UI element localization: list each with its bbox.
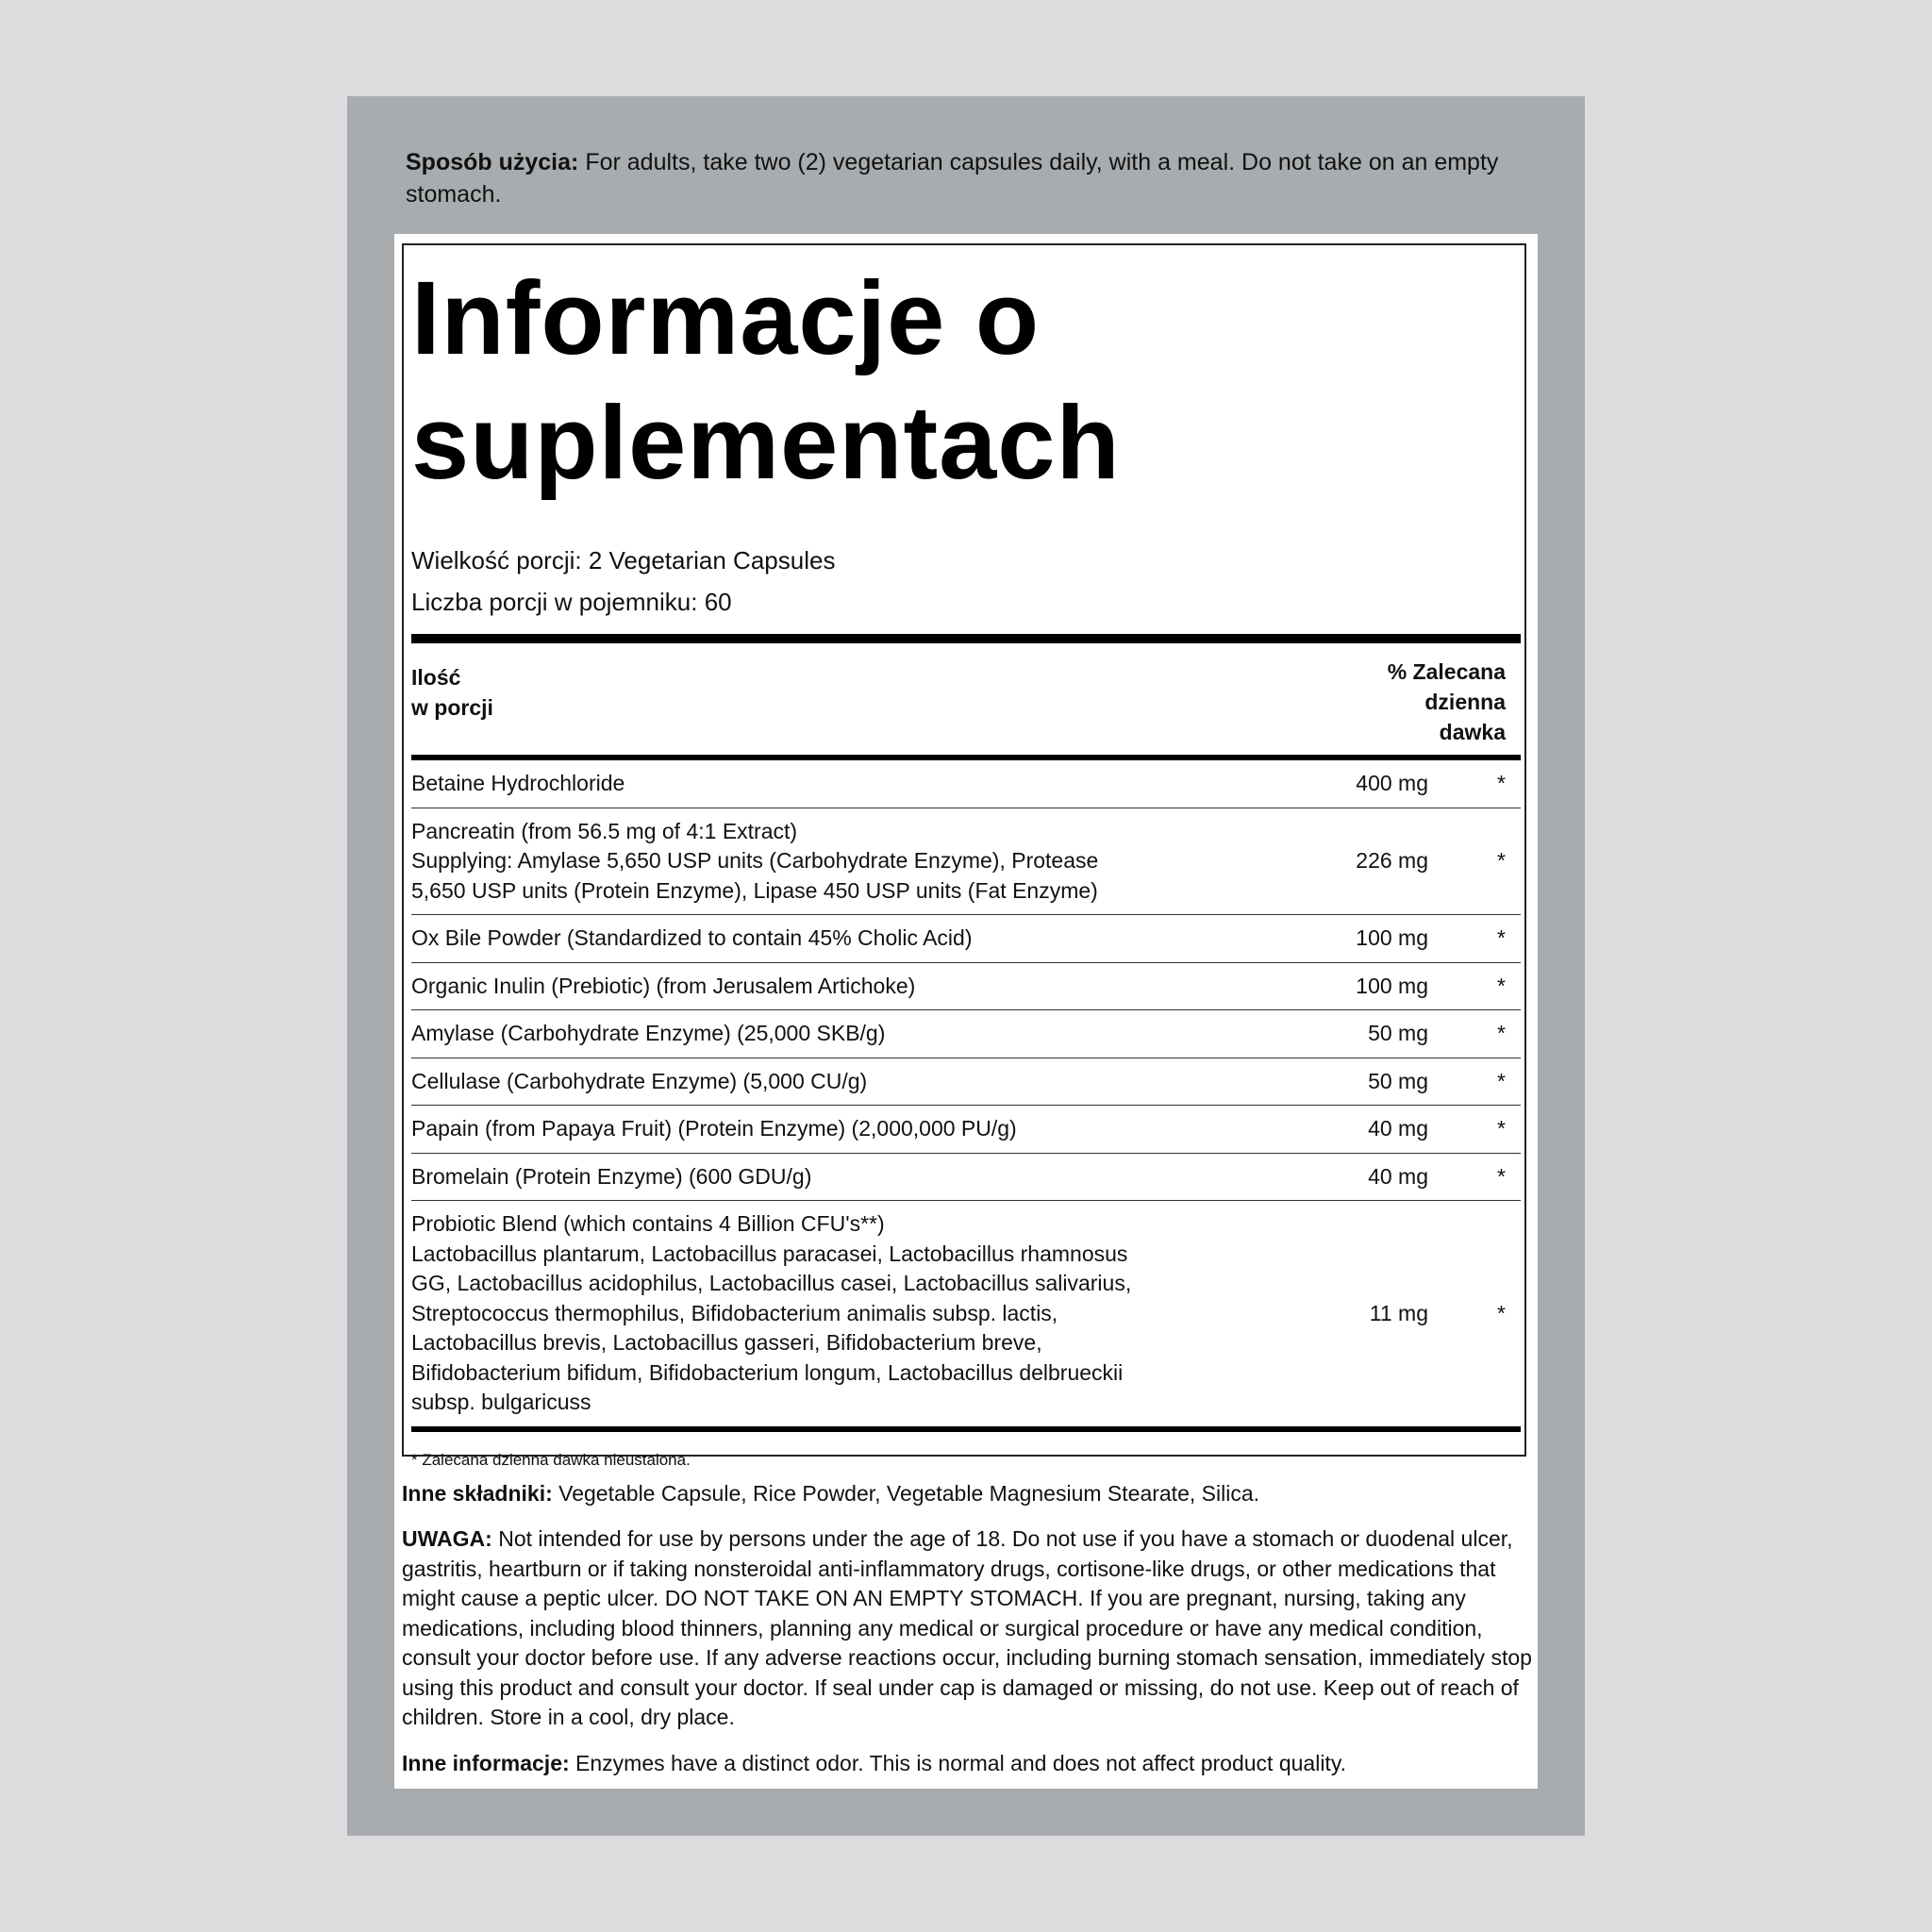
warning-text: Not intended for use by persons under the age of 18. Do not use if you have a stomach or duodenal ulcer, gastritis, heartburn or if taking nonsteroidal anti-inflammatory drugs, cortisone-like drugs, or other medications that might cause a peptic ulcer. DO NOT TAKE ON AN EMPTY STOMACH. If you are pregnant, nursing, taking any medications, including blood thinners, planning any medical or surgical procedure or have any medical condition, consult your doctor before use. If any adverse reactions occur, including burning stomach sensation, immediately stop using this product and consult your doctor. If seal under cap is damaged or missing, do not use. Keep out of reach of children. Store in a cool, dry place.: [402, 1526, 1532, 1729]
warning-label: UWAGA:: [402, 1526, 492, 1551]
ingredient-row: [411, 1010, 1521, 1058]
daily-value-header: % Zalecana dzienna dawka: [1387, 659, 1506, 744]
ingredient-daily-value: *: [1497, 1021, 1506, 1045]
ingredient-rows: [411, 760, 1521, 1426]
ingredient-name: Pancreatin (from 56.5 mg of 4:1 Extract) Supplying: Amylase 5,650 USP units (Carbohydrate Enzyme), Protease 5,650 USP units (Protein Enzyme), Lipase 450 USP units (Fat Enzyme): [411, 818, 1099, 903]
ingredient-daily-value: *: [1497, 848, 1506, 873]
ingredient-name: Amylase (Carbohydrate Enzyme) (25,000 SKB/g): [411, 1021, 886, 1045]
other-information: [402, 1749, 1534, 1779]
directions-text: [406, 146, 1538, 210]
ingredient-row: [411, 1058, 1521, 1107]
thick-divider: [411, 634, 1521, 643]
ingredient-name: Probiotic Blend (which contains 4 Billion CFU's**) Lactobacillus plantarum, Lactobacillus paracasei, Lactobacillus rhamnosus GG, Lactobacillus acidophilus, Lactobacillus casei, Lactobacillus salivarius, Streptococcus thermophilus, Bifidobacterium animalis subsp. lactis, Lactobacillus brevis, Lactobacillus gasseri, Bifidobacterium breve, Bifidobacterium bifidum, Bifidobacterium longum, Lactobacillus delbrueckii subsp. bulgaricuss: [411, 1211, 1132, 1414]
ingredient-amount: 11 mg: [1369, 1300, 1428, 1325]
other-ingredients-text: Vegetable Capsule, Rice Powder, Vegetable Magnesium Stearate, Silica.: [552, 1481, 1259, 1506]
other-information-text: Enzymes have a distinct odor. This is normal and does not affect product quality.: [569, 1751, 1346, 1775]
serving-info: [411, 540, 1521, 623]
ingredient-daily-value: *: [1497, 1300, 1506, 1325]
ingredient-daily-value: *: [1497, 973, 1506, 998]
ingredient-name: Organic Inulin (Prebiotic) (from Jerusalem Artichoke): [411, 973, 916, 998]
ingredient-amount: 50 mg: [1368, 1068, 1428, 1093]
ingredient-row: [411, 915, 1521, 963]
ingredient-daily-value: *: [1497, 1116, 1506, 1141]
other-information-label: Inne informacje:: [402, 1751, 570, 1775]
ingredient-daily-value: *: [1497, 925, 1506, 950]
label-content: [394, 234, 1538, 1789]
ingredient-name: Papain (from Papaya Fruit) (Protein Enzyme) (2,000,000 PU/g): [411, 1116, 1017, 1141]
ingredient-row: [411, 760, 1521, 808]
ingredient-amount: 226 mg: [1356, 848, 1428, 873]
ingredient-amount: 40 mg: [1368, 1163, 1428, 1189]
ingredient-daily-value: *: [1497, 771, 1506, 795]
other-ingredients-label: Inne składniki:: [402, 1481, 553, 1506]
serving-size: Wielkość porcji: 2 Vegetarian Capsules: [411, 546, 836, 575]
label-panel: [347, 96, 1585, 1836]
ingredient-name: Cellulase (Carbohydrate Enzyme) (5,000 CU/g): [411, 1068, 868, 1093]
ingredient-amount: 100 mg: [1356, 973, 1428, 998]
ingredient-amount: 400 mg: [1356, 771, 1428, 795]
ingredient-daily-value: *: [1497, 1163, 1506, 1189]
ingredient-amount: 100 mg: [1356, 925, 1428, 950]
servings-per-container: Liczba porcji w pojemniku: 60: [411, 588, 732, 616]
ingredient-daily-value: *: [1497, 1068, 1506, 1093]
other-ingredients: [402, 1479, 1534, 1509]
amount-per-serving-header: Ilość w porcji: [411, 665, 493, 720]
ingredient-row: [411, 808, 1521, 916]
facts-title: [411, 257, 1521, 506]
ingredient-name: Ox Bile Powder (Standardized to contain 45% Cholic Acid): [411, 925, 973, 950]
ingredient-amount: 50 mg: [1368, 1021, 1428, 1045]
bottom-divider: [411, 1426, 1521, 1432]
ingredient-row: [411, 963, 1521, 1011]
ingredient-amount: 40 mg: [1368, 1116, 1428, 1141]
supplement-facts-box: [402, 243, 1526, 1469]
facts-title-line2: suplementach: [411, 385, 1121, 501]
ingredient-name: Bromelain (Protein Enzyme) (600 GDU/g): [411, 1163, 812, 1189]
facts-column-header: [411, 643, 1521, 755]
ingredient-row: [411, 1106, 1521, 1154]
directions-label: Sposób użycia:: [406, 149, 579, 175]
ingredient-row: [411, 1201, 1521, 1426]
ingredient-name: Betaine Hydrochloride: [411, 771, 625, 795]
directions-body: For adults, take two (2) vegetarian capsules daily, with a meal. Do not take on an empty stomach.: [406, 149, 1499, 208]
facts-title-line1: Informacje o: [411, 260, 1041, 376]
warning: [402, 1524, 1534, 1733]
ingredient-row: [411, 1154, 1521, 1202]
daily-value-footnote: * Zalecana dzienna dawka nieustalona.: [411, 1450, 691, 1469]
